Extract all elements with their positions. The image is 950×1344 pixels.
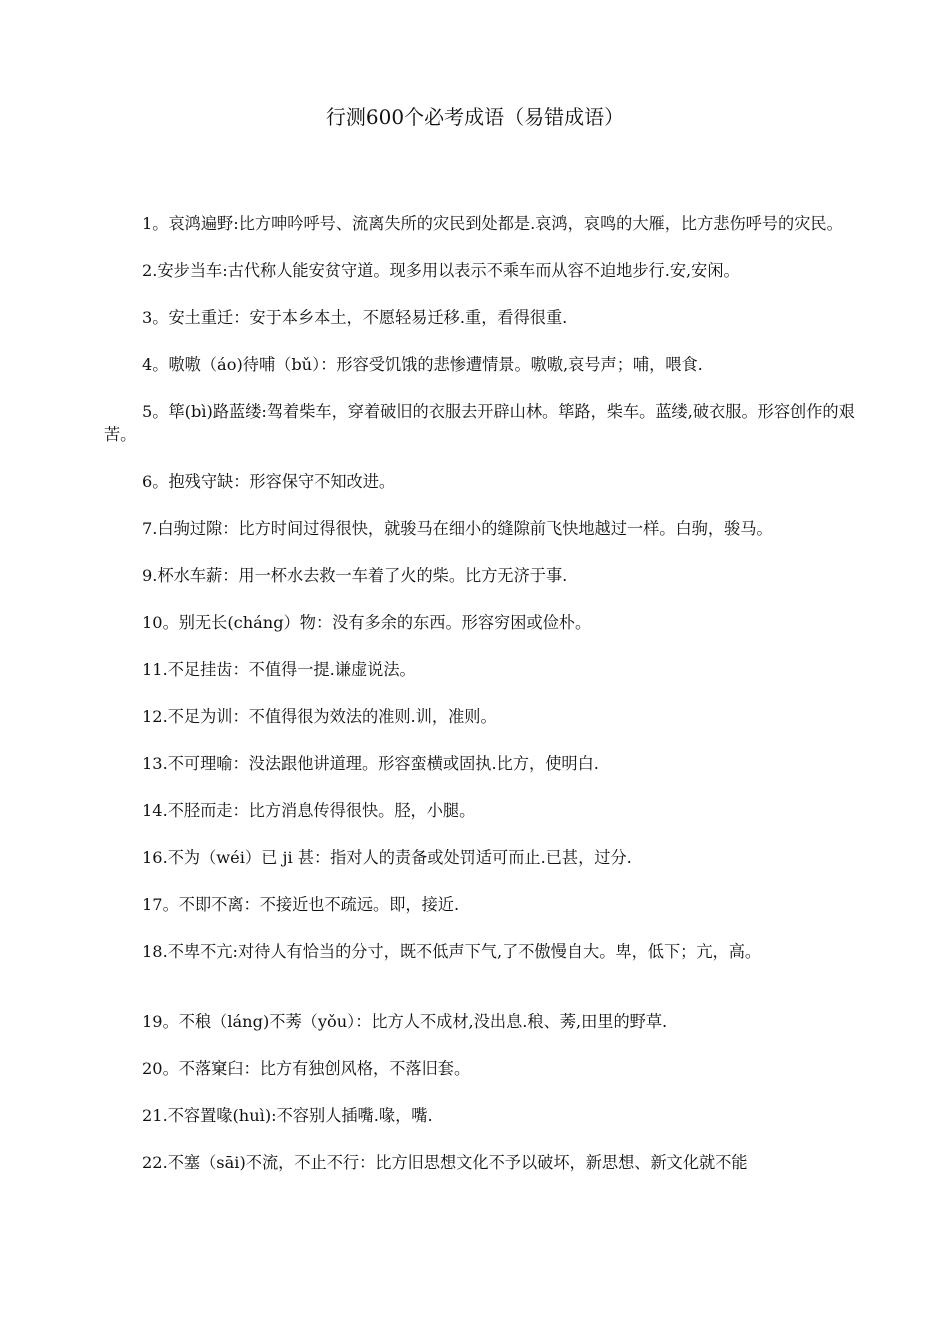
idiom-entry-14: 14.不胫而走：比方消息传得很快。胫，小腿。 (142, 801, 476, 820)
idiom-entry-9: 9.杯水车薪：用一杯水去救一车着了火的柴。比方无济于事. (142, 566, 568, 585)
idiom-entry-22: 22.不塞（sāi)不流，不止不行：比方旧思想文化不予以破坏，新思想、新文化就不能 (142, 1153, 748, 1172)
idiom-list (104, 212, 874, 1198)
idiom-entry-20: 20。不落窠臼：比方有独创风格，不落旧套。 (142, 1059, 471, 1078)
idiom-entry-3: 3。安土重迁：安于本乡本土，不愿轻易迁移.重，看得很重. (142, 308, 568, 327)
idiom-entry-17: 17。不即不离：不接近也不疏远。即，接近. (142, 895, 460, 914)
idiom-entry-2: 2.安步当车:古代称人能安贫守道。现多用以表示不乘车而从容不迫地步行.安,安闲。 (142, 261, 740, 280)
idiom-entry-16: 16.不为（wéi）已 ji 甚：指对人的责备或处罚适可而止.已甚，过分. (142, 848, 632, 867)
idiom-entry-7: 7.白驹过隙：比方时间过得很快，就骏马在细小的缝隙前飞快地越过一样。白驹，骏马。 (142, 519, 773, 538)
idiom-entry-19: 19。不稂（láng)不莠（yǒu）：比方人不成材,没出息.稂、莠,田里的野草. (142, 1012, 668, 1031)
idiom-entry-10: 10。别无长(cháng）物：没有多余的东西。形容穷困或俭朴。 (142, 613, 592, 632)
idiom-entry-18: 18.不卑不亢:对待人有恰当的分寸，既不低声下气,了不傲慢自大。卑，低下；亢，高。 (142, 942, 762, 961)
idiom-entry-11: 11.不足挂齿：不值得一提.谦虚说法。 (142, 660, 416, 679)
document-title: 行测600个必考成语（易错成语） (325, 105, 625, 129)
idiom-entry-5: 5。筚(bì)路蓝缕:驾着柴车，穿着破旧的衣服去开辟山林。筚路，柴车。蓝缕,破衣服。形容创作的艰苦。 (104, 402, 855, 444)
idiom-entry-13: 13.不可理喻：没法跟他讲道理。形容蛮横或固执.比方，使明白. (142, 754, 599, 773)
idiom-entry-6: 6。抱残守缺：形容保守不知改进。 (142, 472, 396, 491)
idiom-entry-4: 4。嗷嗷（áo)待哺（bǔ）：形容受饥饿的悲惨遭情景。嗷嗷,哀号声；哺，喂食. (142, 355, 703, 374)
idiom-entry-1: 1。哀鸿遍野:比方呻吟呼号、流离失所的灾民到处都是.哀鸿，哀鸣的大雁，比方悲伤呼号的灾民。 (142, 214, 843, 233)
idiom-entry-21: 21.不容置喙(huì):不容别人插嘴.喙，嘴. (142, 1106, 433, 1125)
idiom-entry-12: 12.不足为训：不值得很为效法的准则.训，准则。 (142, 707, 497, 726)
